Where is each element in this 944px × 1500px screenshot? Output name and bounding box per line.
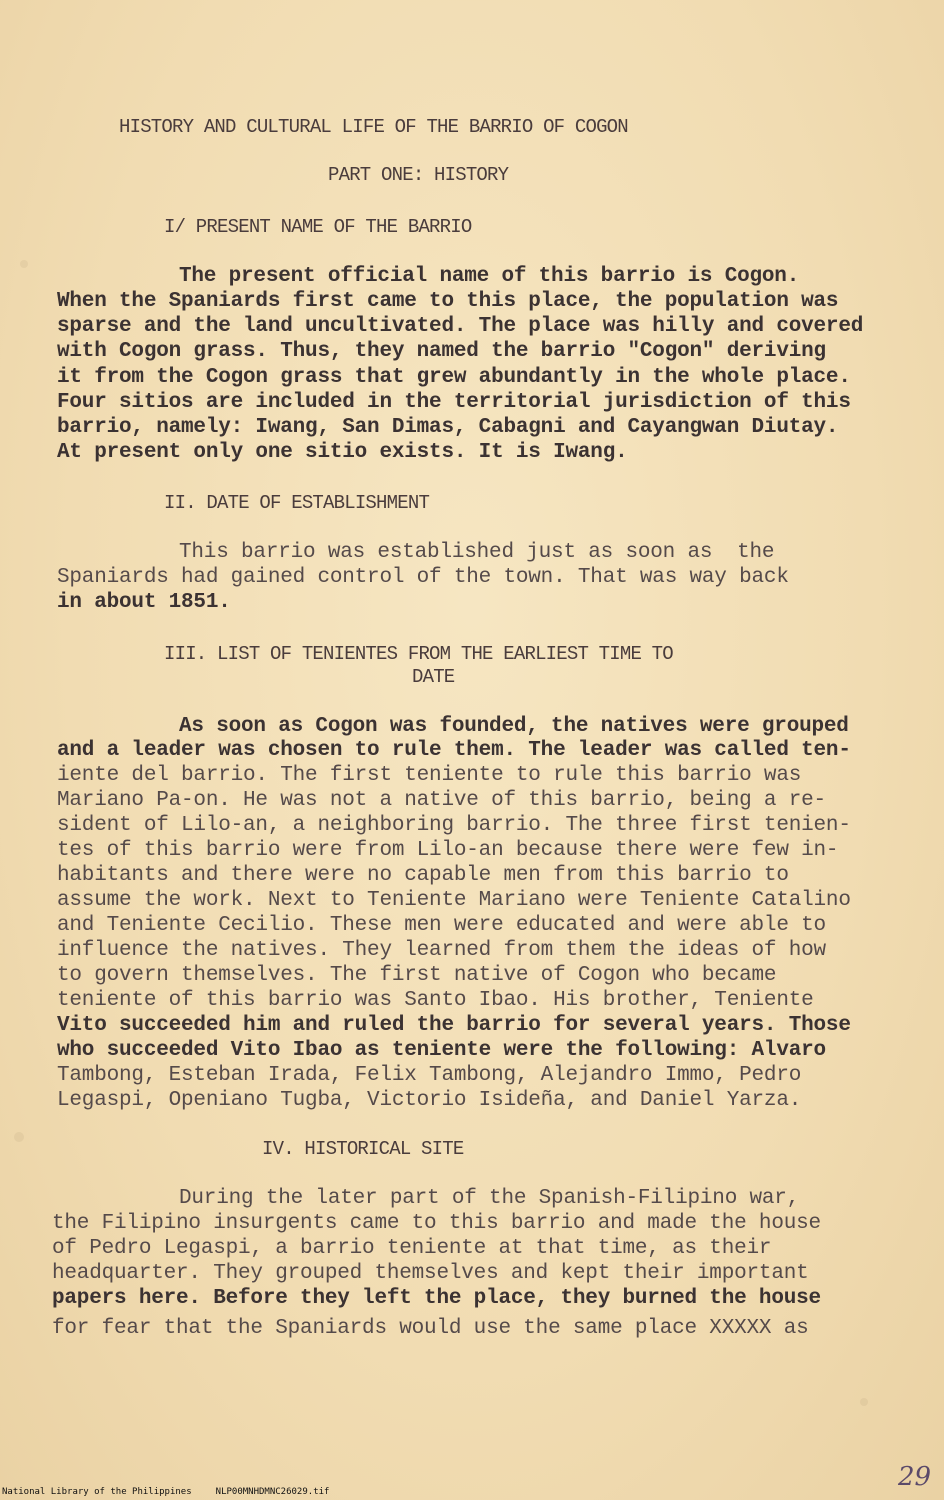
text-line: sident of Lilo-an, a neighboring barrio. The three first tenien-: [57, 814, 851, 837]
section-heading: III. LIST OF TENIENTES FROM THE EARLIEST TIME TO: [164, 643, 673, 665]
part-title: PART ONE: HISTORY: [328, 164, 509, 186]
text-line: As soon as Cogon was founded, the natives were grouped: [179, 715, 849, 738]
text-line: of Pedro Legaspi, a barrio teniente at that time, as their: [52, 1237, 772, 1260]
paper-spot: [20, 260, 28, 268]
section-heading: II. DATE OF ESTABLISHMENT: [164, 492, 430, 514]
text-line: the Filipino insurgents came to this barrio and made the house: [52, 1212, 821, 1235]
text-line: barrio, namely: Iwang, San Dimas, Cabagni and Cayangwan Diutay.: [57, 416, 839, 439]
text-line: with Cogon grass. Thus, they named the barrio "Cogon" deriving: [57, 340, 826, 363]
text-line: iente del barrio. The first teniente to rule this barrio was: [57, 764, 802, 787]
text-line: At present only one sitio exists. It is Iwang.: [57, 441, 628, 464]
section-heading: IV. HISTORICAL SITE: [262, 1138, 464, 1160]
scan-footer: [2, 1487, 329, 1497]
text-line: Vito succeeded him and ruled the barrio for several years. Those: [57, 1014, 851, 1037]
text-line: The present official name of this barrio is Cogon.: [179, 265, 800, 288]
text-line: habitants and there were no capable men from this barrio to: [57, 864, 789, 887]
text-line: Tambong, Esteban Irada, Felix Tambong, Alejandro Immo, Pedro: [57, 1064, 802, 1087]
paper-spot: [860, 1398, 868, 1406]
text-line: in about 1851.: [57, 591, 231, 614]
section-heading-continued: DATE: [412, 666, 455, 688]
text-line: During the later part of the Spanish-Filipino war,: [179, 1187, 800, 1210]
text-line: papers here. Before they left the place, they burned the house: [52, 1287, 821, 1310]
text-line: to govern themselves. The first native of Cogon who became: [57, 964, 777, 987]
text-line: teniente of this barrio was Santo Ibao. His brother, Teniente: [57, 989, 814, 1012]
text-line: who succeeded Vito Ibao as teniente were the following: Alvaro: [57, 1039, 826, 1062]
text-line: sparse and the land uncultivated. The place was hilly and covered: [57, 315, 864, 338]
text-line: for fear that the Spaniards would use the same place XXXXX as: [52, 1317, 809, 1340]
text-line: assume the work. Next to Teniente Mariano were Teniente Catalino: [57, 889, 851, 912]
text-line: Four sitios are included in the territorial jurisdiction of this: [57, 391, 851, 414]
text-line: influence the natives. They learned from them the ideas of how: [57, 939, 826, 962]
text-line: and Teniente Cecilio. These men were educated and were able to: [57, 914, 826, 937]
text-line: Mariano Pa-on. He was not a native of this barrio, being a re-: [57, 789, 826, 812]
text-line: Spaniards had gained control of the town. That was way back: [57, 566, 789, 589]
document-title: HISTORY AND CULTURAL LIFE OF THE BARRIO OF COGON: [119, 116, 628, 138]
text-line: This barrio was established just as soon as the: [179, 541, 775, 564]
text-line: tes of this barrio were from Lilo-an because there were few in-: [57, 839, 839, 862]
page-number: 29: [898, 1462, 932, 1492]
text-line: and a leader was chosen to rule them. The leader was called ten-: [57, 739, 851, 762]
text-line: Legaspi, Openiano Tugba, Victorio Isideña, and Daniel Yarza.: [57, 1089, 802, 1112]
text-line: When the Spaniards first came to this place, the population was: [57, 290, 839, 313]
paper-spot: [14, 1132, 24, 1142]
section-heading: I/ PRESENT NAME OF THE BARRIO: [164, 216, 472, 238]
file-name: NLP00MNHDMNC26029.tif: [215, 1487, 330, 1497]
library-name: National Library of the Philippines: [2, 1487, 192, 1497]
text-line: headquarter. They grouped themselves and kept their important: [52, 1262, 809, 1285]
text-line: it from the Cogon grass that grew abundantly in the whole place.: [57, 366, 851, 389]
